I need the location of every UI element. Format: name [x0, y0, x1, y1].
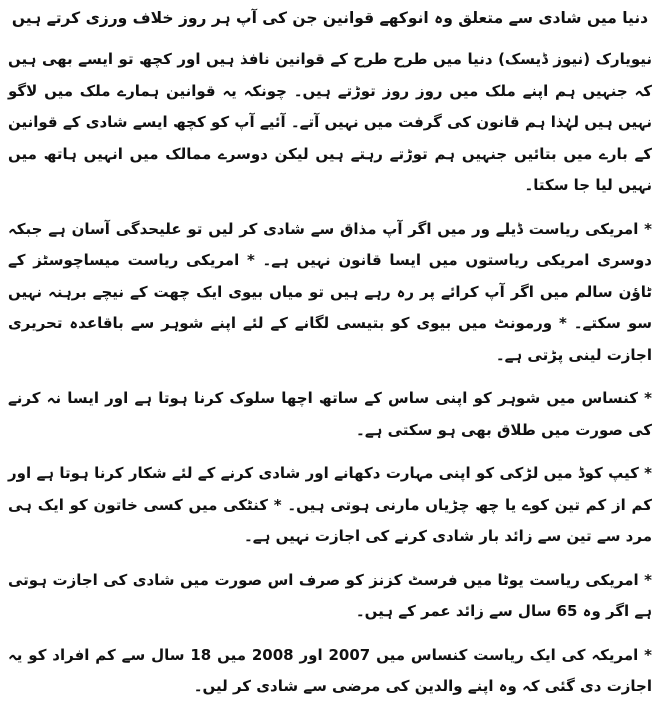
law-paragraph-delaware: * امریکی ریاست ڈیلے ور میں اگر آپ مذاق سے شادی کر لیں تو علیحدگی آسان ہے جبکہ دوسری امریکی ریاستوں میں ایسا قانون نہیں ہے۔ * امریکی ریاست میساچوسٹز کے ٹاؤن سالم میں اگر آپ کرائے پر رہ رہے ہیں تو میاں بیوی ایک چھت کے نیچے برہنہ نہیں سو سکتے۔ * ورمونٹ میں بیوی کو بتیسی لگانے کے لئے اپنے شوہر سے باقاعدہ تحریری اجازت لینی پڑتی ہے۔ — [8, 219, 652, 364]
article-title: دنیا میں شادی سے متعلق وہ انوکھے قوانین جن کی آپ ہر روز خلاف ورزی کرتے ہیں — [11, 9, 649, 27]
law-paragraph-kansas-mother-in-law: * کنساس میں شوہر کو اپنی ساس کے ساتھ اچھا سلوک کرنا ہوتا ہے اور ایسا نہ کرنے کی صورت میں طلاق بھی ہو سکتی ہے۔ — [8, 389, 652, 439]
intro-paragraph: نیویارک (نیوز ڈیسک) دنیا میں طرح طرح کے قوانین نافذ ہیں اور کچھ تو ایسے بھی ہیں کہ جنہیں ہم اپنے ملک میں روز روز توڑتے ہیں۔ چونکہ یہ قوانین ہمارے ملک میں لاگو نہیں ہیں لہٰذا ہم قانون کی گرفت میں نہیں آتے۔ آئیے آپ کو کچھ ایسے شادی کے قوانین کے بارے میں بتائیں جنہیں ہم توڑتے رہتے ہیں لیکن دوسرے ممالک میں انہیں ہاتھ میں نہیں لیا جا سکتا۔ — [8, 50, 652, 194]
law-paragraph-utah: * امریکی ریاست یوٹا میں فرسٹ کزنز کو صرف اس صورت میں شادی کی اجازت ہوتی ہے اگر وہ 65 سال سے زائد عمر کے ہیں۔ — [8, 570, 652, 620]
law-paragraph-cape-cod: * کیپ کوڈ میں لڑکی کو اپنی مہارت دکھانے اور شادی کرنے کے لئے شکار کرنا ہوتا ہے اور کم از کم تین کوے یا چھ چڑیاں مارنی ہوتی ہیں۔ * کنٹکی میں کسی خاتون کو ایک ہی مرد سے تین سے زائد بار شادی کرنے کی اجازت نہیں ہے۔ — [8, 464, 652, 545]
law-paragraph-kansas-age: * امریکہ کی ایک ریاست کنساس میں 2007 اور 2008 میں 18 سال سے کم افراد کو یہ اجازت دی گئی کہ وہ اپنے والدین کی مرضی سے شادی کر لیں۔ — [8, 645, 652, 695]
